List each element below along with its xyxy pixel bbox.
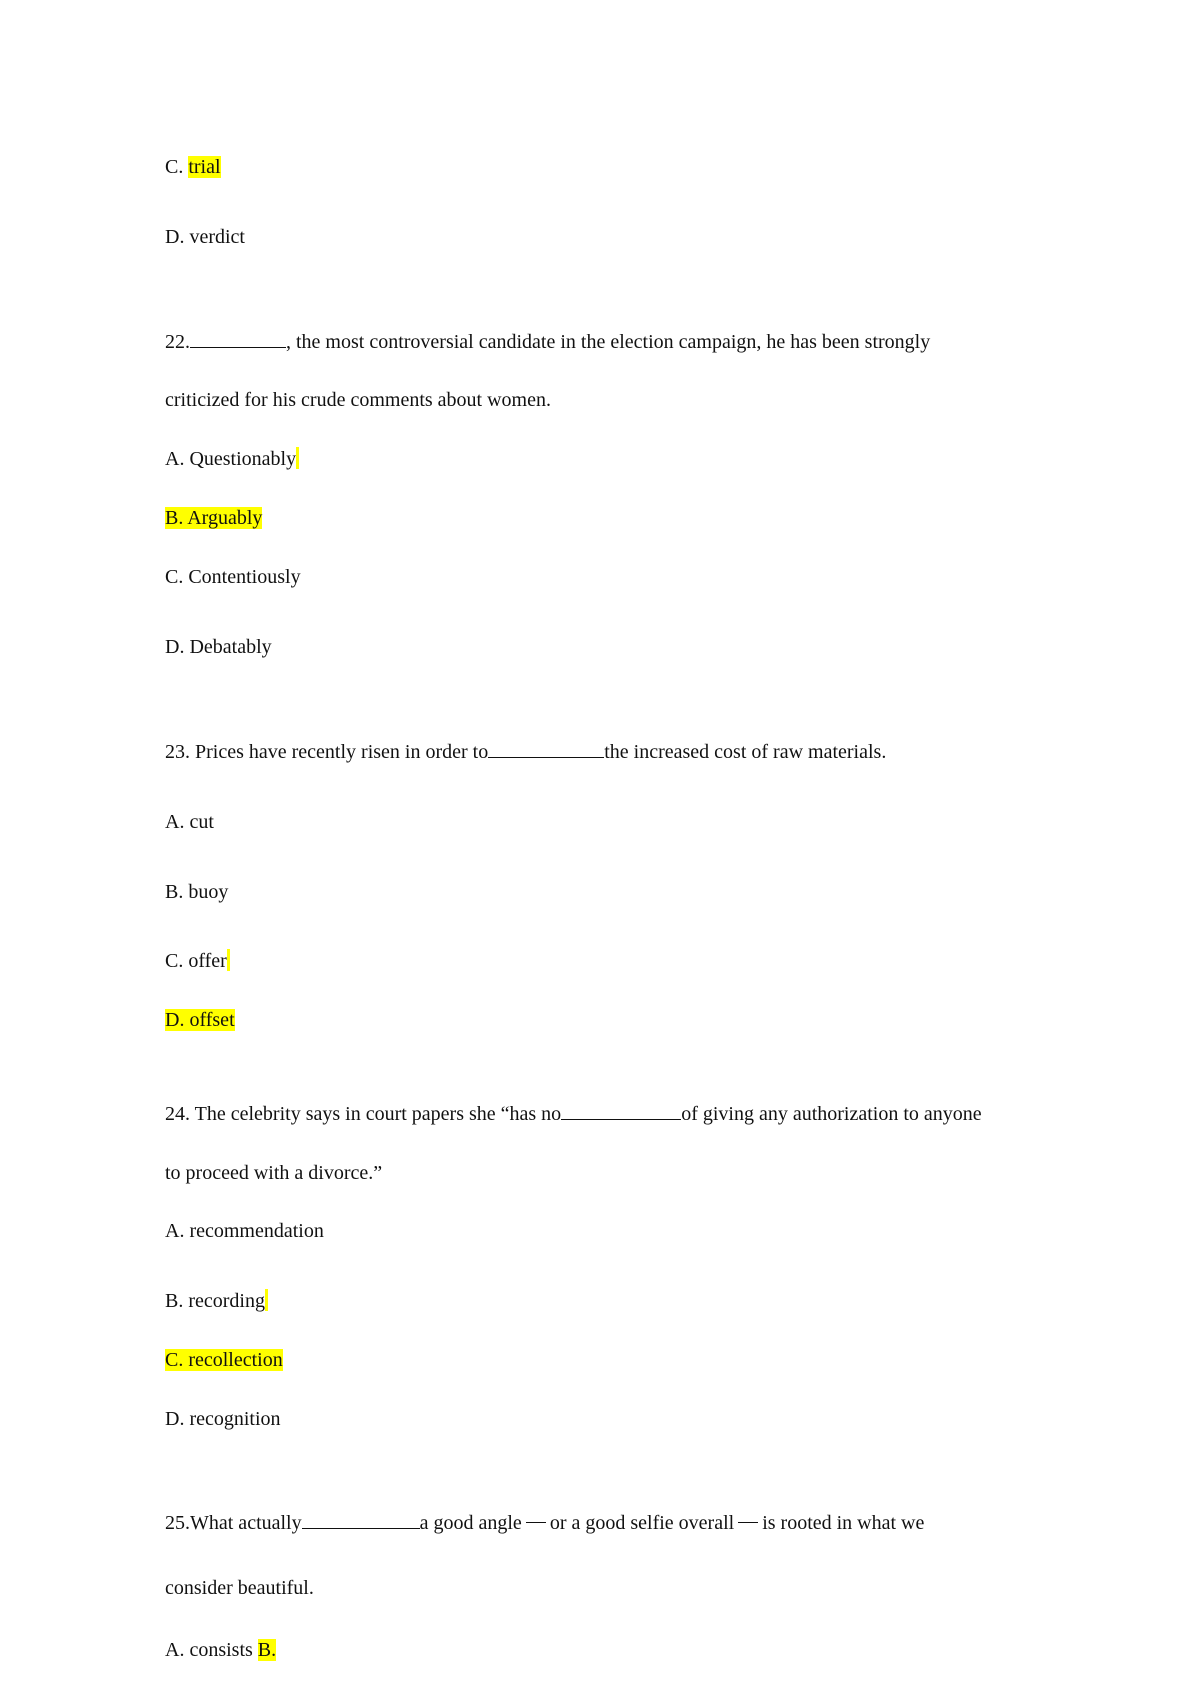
q22-stem-line1 [165,329,930,355]
q21-option-d: D. verdict [165,226,245,248]
q22-number: 22. [165,331,190,353]
q24-stem-line1 [165,1101,982,1127]
highlight-mark [296,447,299,469]
q24-option-c-text: C. recollection [165,1349,283,1371]
q22-blank [190,329,286,348]
q25-options-row [165,1637,276,1663]
q25-stem-before: 25.What actually [165,1512,302,1534]
q24-stem-line2: to proceed with a divorce.” [165,1162,383,1184]
q22-option-c: C. Contentiously [165,566,301,588]
q23-option-c-text: C. offer [165,950,227,972]
highlight-mark [265,1289,268,1311]
q22-stem-line2: criticized for his crude comments about women. [165,389,551,411]
q25-stem-mid2: or a good selfie overall [549,1512,735,1534]
q21-option-c [165,154,221,180]
q25-stem-line2: consider beautiful. [165,1577,314,1599]
q23-option-c [165,948,230,974]
q24-option-b [165,1288,268,1314]
q22-option-d: D. Debatably [165,636,272,658]
em-dash [738,1522,758,1523]
q23-option-b: B. buoy [165,881,229,903]
q24-blank [561,1101,681,1120]
q22-stem-rest: , the most controversial candidate in the election campaign, he has been strongly [286,331,931,353]
q23-option-d [165,1007,235,1033]
q23-blank [488,739,604,758]
q21-option-c-prefix: C. [165,156,189,178]
em-dash [526,1522,546,1523]
q22-option-b [165,505,262,531]
q24-option-b-text: B. recording [165,1290,265,1312]
q25-option-a: A. consists [165,1639,253,1661]
q21-option-c-word: trial [188,156,221,178]
q25-stem-mid1: a good angle [419,1512,522,1534]
q23-stem [165,739,886,765]
highlight-mark [227,949,230,971]
q24-option-a: A. recommendation [165,1220,324,1242]
q23-stem-after: the increased cost of raw materials. [604,741,887,763]
q24-option-c [165,1347,283,1373]
q24-stem-before: 24. The celebrity says in court papers she “has no [165,1103,562,1125]
q22-option-a [165,446,299,472]
q25-blank [302,1510,420,1529]
q23-option-d-text: D. offset [165,1009,235,1031]
q22-option-b-text: B. Arguably [165,507,263,529]
q23-option-a: A. cut [165,811,214,833]
q24-stem-after: of giving any authorization to anyone [681,1103,982,1125]
q23-stem-before: 23. Prices have recently risen in order to [165,741,489,763]
q22-option-a-text: A. Questionably [165,448,297,470]
q25-option-b-partial: B. [257,1639,277,1661]
q24-option-d: D. recognition [165,1408,281,1430]
q25-stem-after: is rooted in what we [762,1512,925,1534]
q25-stem-line1 [165,1510,924,1536]
